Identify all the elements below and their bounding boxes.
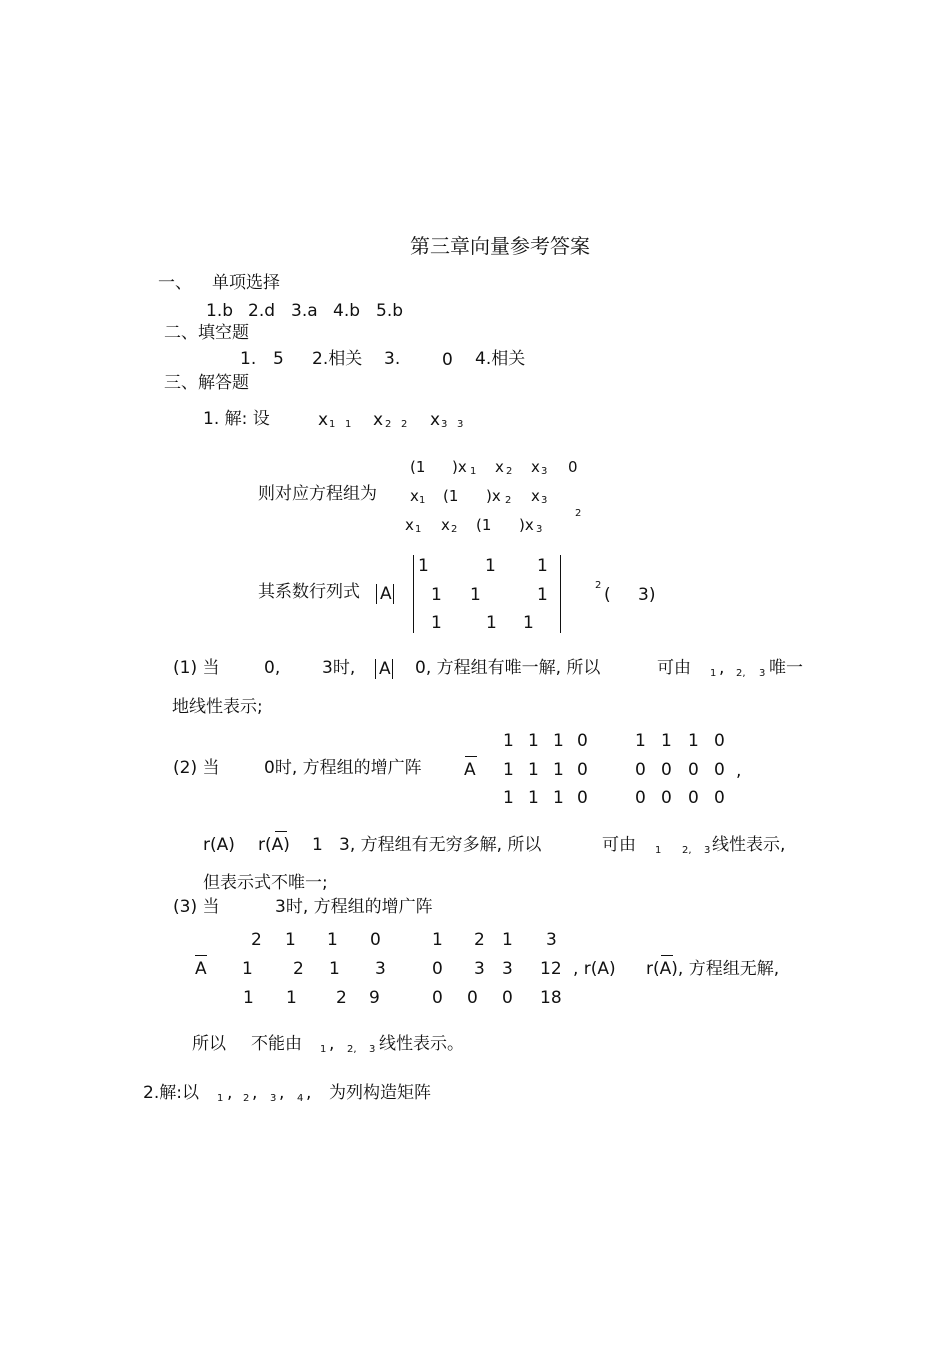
answer: 4.相关 [475, 349, 526, 369]
eq-term: x [405, 516, 414, 534]
subscript: 2 [506, 466, 513, 477]
det-cell: 1 [537, 585, 548, 605]
det-cell: 1 [537, 556, 548, 576]
comma: , [736, 761, 742, 781]
comma: , [252, 1083, 258, 1103]
superscript: 2 [595, 580, 602, 591]
case-text: 0, 方程组有唯一解, 所以 [415, 658, 601, 678]
det-label: 其系数行列式 [258, 582, 360, 602]
det-A: A [380, 584, 392, 604]
matrix-cell: 0 [577, 731, 588, 751]
matrix-cell: 1 [432, 930, 443, 950]
matrix-cell: 1 [327, 930, 338, 950]
subscript: 3 [536, 524, 543, 535]
det-bar-right [560, 555, 561, 633]
var-x: x [373, 410, 384, 430]
matrix-cell: 0 [661, 788, 672, 808]
comma: , [306, 1083, 312, 1103]
eq-term: x [410, 487, 419, 505]
matrix-cell: 0 [577, 760, 588, 780]
comma: , [227, 1083, 233, 1103]
case-text: 3时, [322, 658, 356, 678]
case-text: 所以 [192, 1034, 226, 1054]
eq-term: (1 [476, 516, 492, 534]
comma: , [329, 1034, 335, 1054]
eq-term: x [531, 487, 540, 505]
det-result: 3) [638, 585, 656, 605]
matrix-cell: 1 [243, 988, 254, 1008]
subscript: 2 [401, 419, 408, 430]
subscript: 3 [541, 466, 548, 477]
augmented-A: A [464, 760, 476, 780]
case-label: (2) 当 [173, 758, 220, 778]
det-cell: 1 [486, 613, 497, 633]
subscript: 2, [736, 668, 746, 679]
subscript: 1 [345, 419, 352, 430]
subscript: 1 [710, 668, 717, 679]
subscript: 1 [329, 419, 336, 430]
matrix-cell: 0 [688, 760, 699, 780]
matrix-cell: 1 [503, 788, 514, 808]
det-bar-left [413, 555, 414, 633]
subscript: 3 [759, 668, 766, 679]
rank-text: 3, 方程组有无穷多解, 所以 [339, 835, 542, 855]
section-label: 三、解答题 [164, 373, 249, 393]
matrix-cell: 0 [577, 788, 588, 808]
var-x: x [318, 410, 329, 430]
subscript: 1 [217, 1093, 224, 1104]
det-cell: 1 [431, 585, 442, 605]
case-text: 但表示式不唯一; [203, 873, 328, 893]
matrix-cell: 0 [714, 788, 725, 808]
answer: 1.b [206, 301, 234, 321]
matrix-cell: 0 [502, 988, 513, 1008]
matrix-cell: 1 [635, 731, 646, 751]
case-text: 可由 [657, 658, 691, 678]
overline [465, 756, 477, 757]
subscript: 2 [451, 524, 458, 535]
subscript: 1 [655, 845, 662, 856]
abs-bar [393, 584, 394, 604]
q1-intro: 1. 解: 设 [203, 409, 270, 429]
case-text: 唯一 [769, 658, 803, 678]
section-label: 二、填空题 [164, 323, 249, 343]
superscript: 2 [575, 508, 582, 519]
matrix-cell: 0 [714, 760, 725, 780]
subscript: 2 [385, 419, 392, 430]
case-text: 线性表示。 [379, 1034, 464, 1054]
case-text: 3时, 方程组的增广阵 [275, 897, 433, 917]
eq-term: (1 [410, 458, 426, 476]
abs-bar [376, 584, 377, 604]
subscript: 4 [297, 1093, 304, 1104]
matrix-cell: 0 [635, 788, 646, 808]
answer: 5.b [376, 301, 404, 321]
subscript: 3 [270, 1093, 277, 1104]
subscript: 3 [704, 845, 711, 856]
subscript: 1 [415, 524, 422, 535]
case-text: 可由 [602, 835, 636, 855]
case-label: (1) 当 [173, 658, 220, 678]
abs-bar [392, 659, 393, 679]
det-cell: 1 [418, 556, 429, 576]
matrix-cell: 3 [474, 959, 485, 979]
var-x: x [430, 410, 441, 430]
matrix-cell: 1 [242, 959, 253, 979]
matrix-cell: 2 [293, 959, 304, 979]
comma: , [719, 658, 725, 678]
matrix-cell: 2 [474, 930, 485, 950]
overline [195, 955, 207, 956]
matrix-cell: 0 [635, 760, 646, 780]
eq-term: )x [452, 458, 467, 476]
matrix-cell: 1 [502, 930, 513, 950]
system-label: 则对应方程组为 [258, 484, 377, 504]
matrix-cell: 18 [540, 988, 562, 1008]
subscript: 3 [541, 495, 548, 506]
eq-term: x [495, 458, 504, 476]
det-cell: 1 [470, 585, 481, 605]
matrix-cell: 1 [661, 731, 672, 751]
matrix-cell: 1 [503, 731, 514, 751]
matrix-cell: 1 [286, 988, 297, 1008]
matrix-cell: 3 [502, 959, 513, 979]
det-cell: 1 [485, 556, 496, 576]
rank-text: 1 [312, 835, 323, 855]
eq-term: 0 [568, 458, 578, 476]
matrix-cell: 3 [546, 930, 557, 950]
comma: , [279, 1083, 285, 1103]
subscript: 1 [320, 1044, 327, 1055]
det-cell: 1 [523, 613, 534, 633]
subscript: 3 [441, 419, 448, 430]
matrix-cell: 1 [553, 788, 564, 808]
page-title: 第三章向量参考答案 [410, 234, 590, 258]
matrix-cell: 2 [336, 988, 347, 1008]
eq-term: x [531, 458, 540, 476]
answer: 2.相关 [312, 349, 363, 369]
rank-text: r(A), 方程组无解, [646, 959, 780, 979]
matrix-cell: 1 [285, 930, 296, 950]
augmented-A: A [195, 959, 207, 979]
matrix-cell: 2 [251, 930, 262, 950]
answer: 1. [240, 349, 257, 369]
eq-term: x [441, 516, 450, 534]
section-title: 单项选择 [212, 273, 280, 293]
answer: 5 [273, 349, 284, 369]
rank-text: , r(A) [573, 959, 616, 979]
det-A: A [379, 659, 391, 679]
matrix-cell: 0 [370, 930, 381, 950]
rank-text: r(A) [203, 835, 235, 855]
subscript: 1 [470, 466, 477, 477]
subscript: 2, [347, 1044, 357, 1055]
abs-bar [375, 659, 376, 679]
matrix-cell: 0 [714, 731, 725, 751]
subscript: 1 [419, 495, 426, 506]
answer: 3.a [291, 301, 318, 321]
overline [275, 831, 287, 832]
eq-term: )x [486, 487, 501, 505]
matrix-cell: 1 [329, 959, 340, 979]
subscript: 2, [682, 845, 692, 856]
matrix-cell: 0 [688, 788, 699, 808]
matrix-cell: 1 [553, 760, 564, 780]
answer: 4.b [333, 301, 361, 321]
matrix-cell: 1 [528, 788, 539, 808]
case-text: 0时, 方程组的增广阵 [264, 758, 422, 778]
matrix-cell: 9 [369, 988, 380, 1008]
matrix-cell: 1 [553, 731, 564, 751]
answer: 0 [442, 350, 453, 370]
matrix-cell: 3 [375, 959, 386, 979]
overline [661, 955, 673, 956]
q2-text: 为列构造矩阵 [329, 1083, 431, 1103]
matrix-cell: 1 [503, 760, 514, 780]
matrix-cell: 0 [467, 988, 478, 1008]
eq-term: )x [519, 516, 534, 534]
case-label: (3) 当 [173, 897, 220, 917]
eq-term: (1 [443, 487, 459, 505]
matrix-cell: 1 [688, 731, 699, 751]
section-label: 一、 [158, 273, 192, 293]
matrix-cell: 12 [540, 959, 562, 979]
matrix-cell: 0 [432, 959, 443, 979]
matrix-cell: 0 [661, 760, 672, 780]
subscript: 2 [505, 495, 512, 506]
case-text: 线性表示, [712, 835, 786, 855]
answer: 2.d [248, 301, 276, 321]
det-result: ( [604, 585, 611, 605]
q2-intro: 2.解:以 [143, 1083, 199, 1103]
matrix-cell: 1 [528, 731, 539, 751]
subscript: 3 [457, 419, 464, 430]
case-text: 地线性表示; [172, 697, 263, 717]
matrix-cell: 1 [528, 760, 539, 780]
subscript: 2 [243, 1093, 250, 1104]
case-text: 0, [264, 658, 281, 678]
case-text: 不能由 [251, 1034, 302, 1054]
det-cell: 1 [431, 613, 442, 633]
rank-text: r(A) [258, 835, 290, 855]
matrix-cell: 0 [432, 988, 443, 1008]
subscript: 3 [369, 1044, 376, 1055]
answer: 3. [384, 349, 401, 369]
